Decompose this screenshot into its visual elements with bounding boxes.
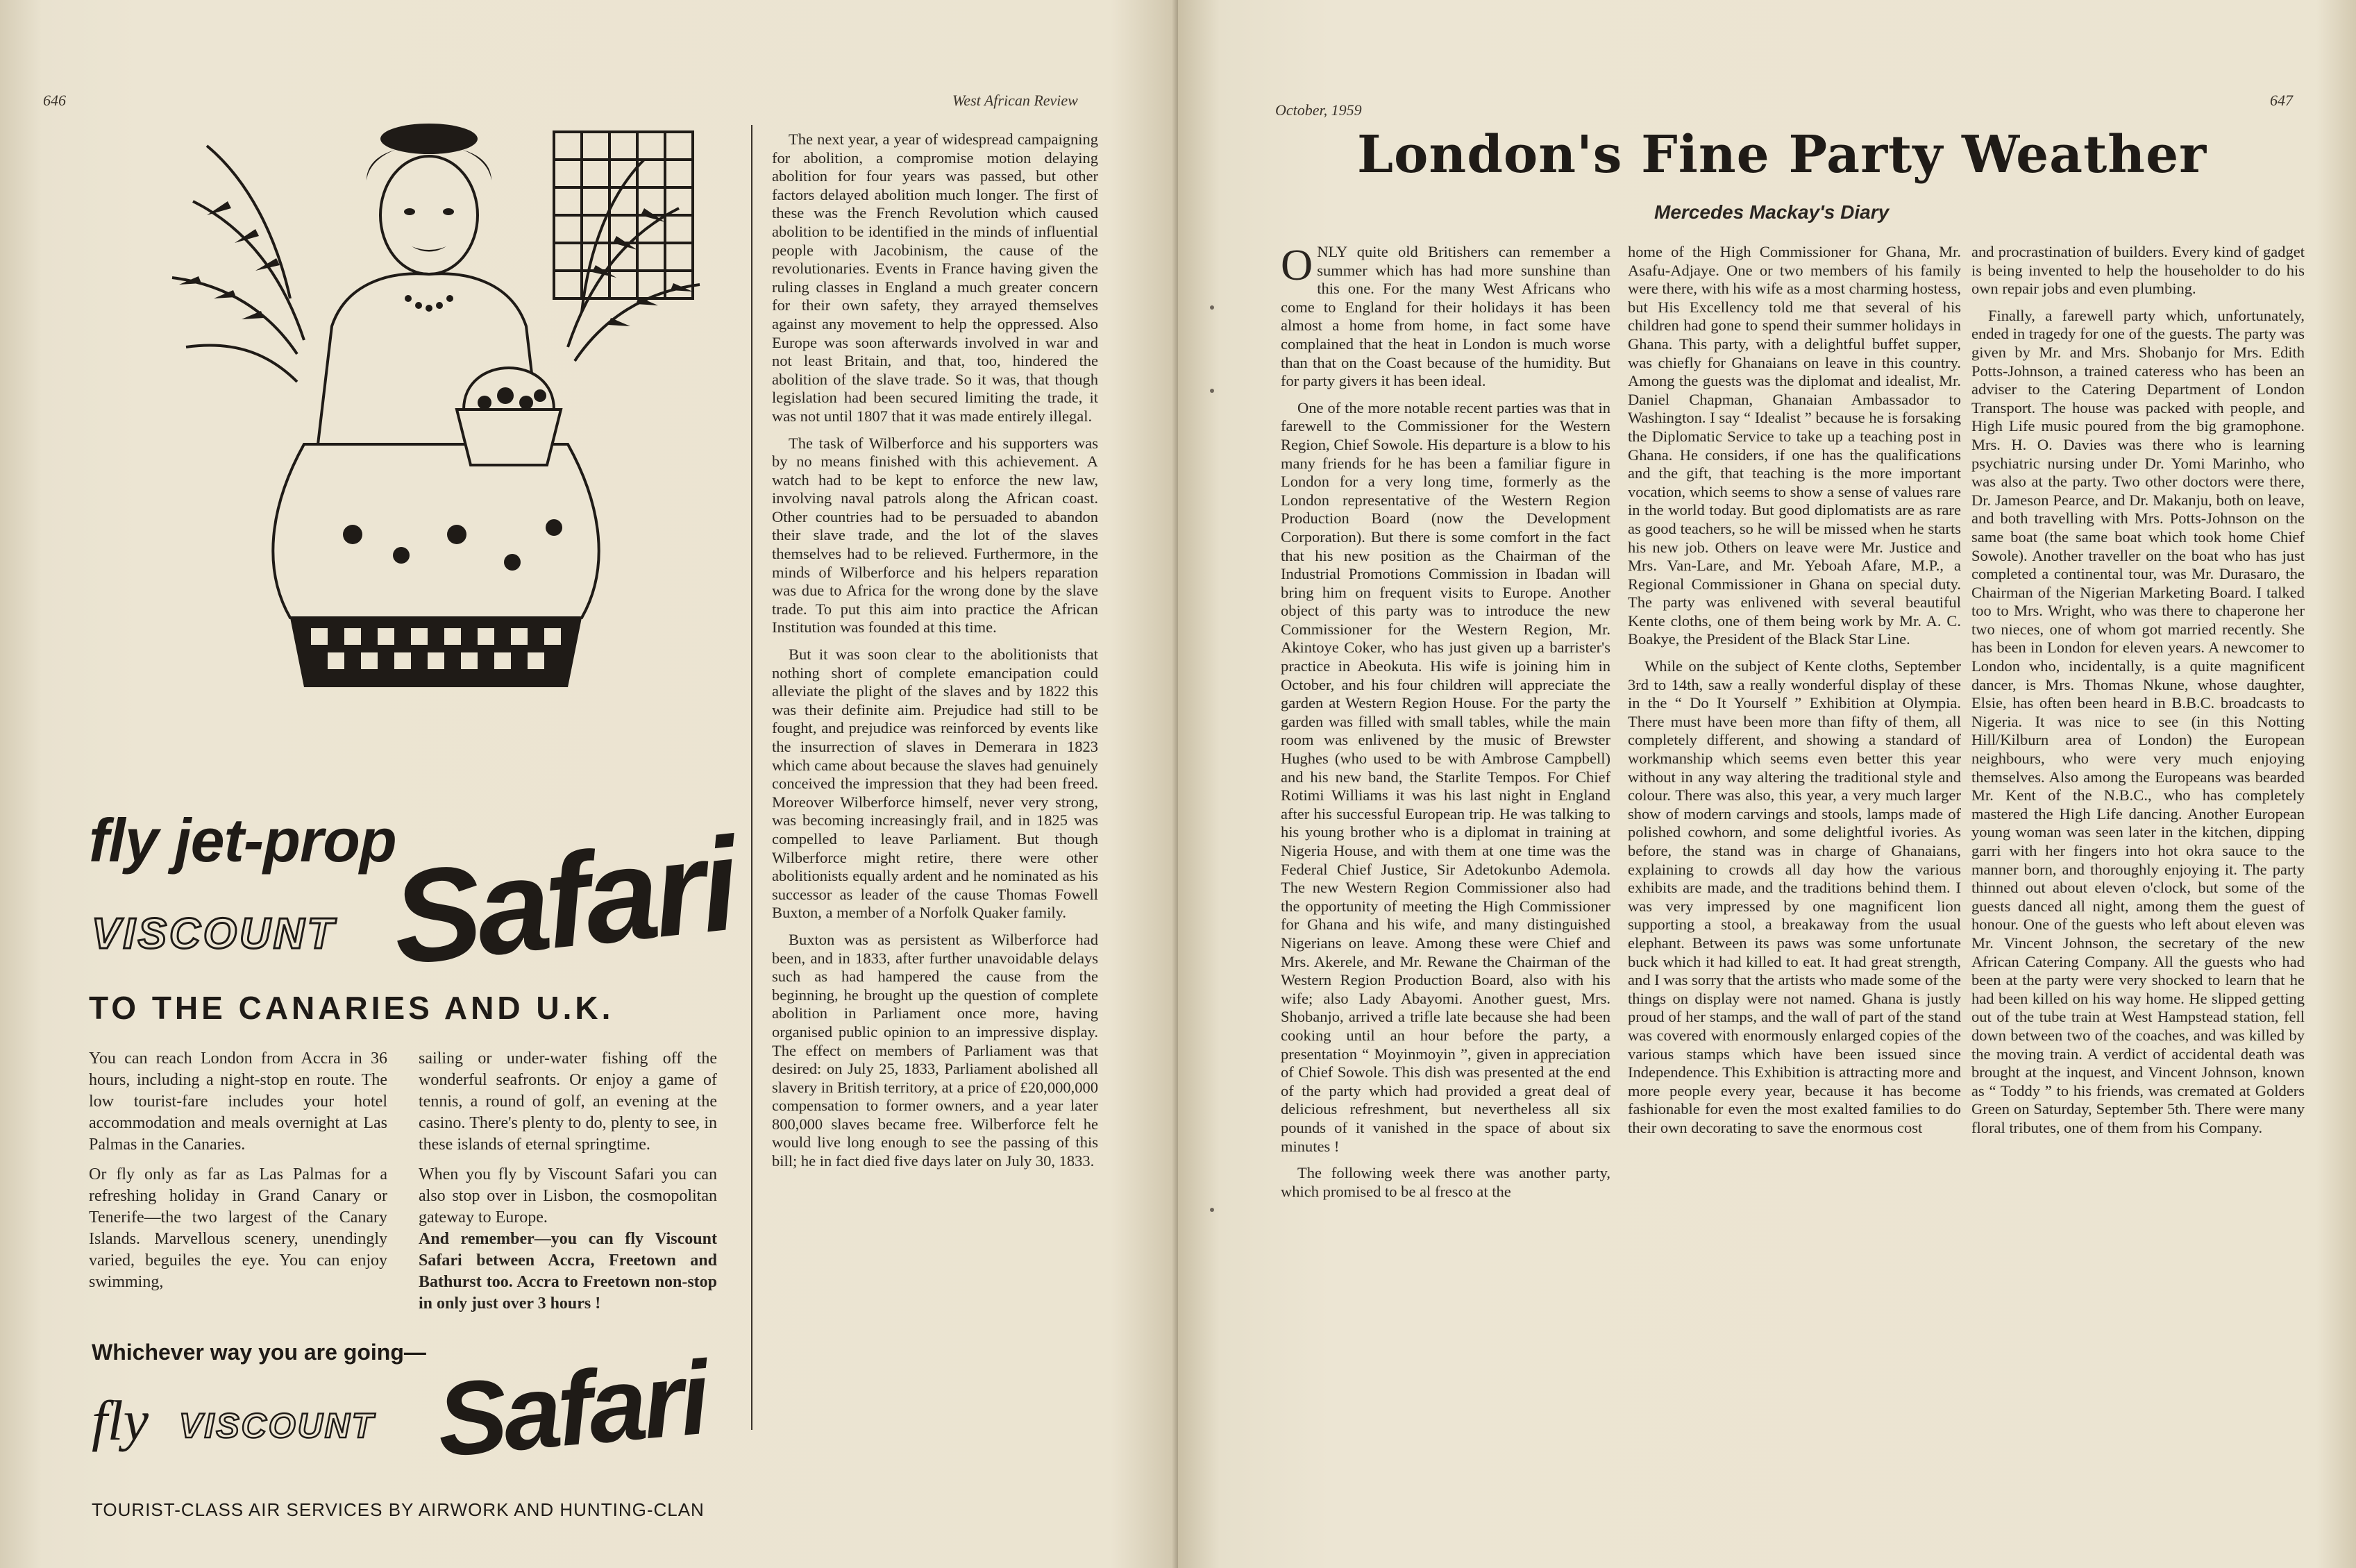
viscount-safari-advertisement: [82, 118, 741, 1520]
diary-column-1: [1281, 240, 1610, 1209]
running-head-right: October, 1959: [1275, 101, 1362, 119]
article-paragraph: home of the High Commissioner for Ghana, Mr. Asafu-Adjaye. One or two members of his family were there, with his wife as a most charming hostess, but His Excellency told me that several of his children had gone to spend their summer holidays in Ghana. This party, with a delightful buffet supper, was chiefly for Ghanaians on leave in this country. Among the guests was the diplomat and idealist, Mr. Daniel Chapman, Ghanaian Ambassador to Washington. I say “ Idealist ” because he is forsaking the Diplomatic Service to take up a teaching post in Ghana. He considers, if one has the qualifications and the gift, that teaching is the more important vocation, which seems to show a sense of values rare in the world today. But good diplomatists are as rare as good teachers, so he will be missed when he starts his new job. Others on leave were Mr. Justice and Mrs. Van-Lare, and Mr. Yeboah Afare, M.P., a Regional Commissioner in Ghana on special duty. The party was enlivened with several beautiful Kente cloths, one of them being work by Mr. A. C. Boakye, the President of the Black Star Line.: [1628, 243, 1961, 648]
drop-cap: O: [1281, 240, 1313, 289]
page-number-left: 646: [43, 92, 66, 109]
diary-column-3: [1971, 243, 2305, 1146]
ad-viscount-wordmark: VISCOUNT: [92, 910, 337, 958]
article-byline: Mercedes Mackay's Diary: [1654, 201, 1890, 223]
ad-copy-paragraph: You can reach London from Accra in 36 hours, including a night-stop en route. The low tourist-fare includes your hotel accommodation and meals overnight at Las Palmas in the Canaries.: [89, 1049, 387, 1154]
ad-copy-bold-paragraph: And remember—you can fly Viscount Safari between Accra, Freetown and Bathurst too. Accra to Freetown non-stop in only just over 3 hours !: [419, 1230, 717, 1313]
article-paragraph: The task of Wilberforce and his supporters was by no means finished with this achievement. A watch had to be kept to enforce the new law, involving naval patrols along the African coast. Other countries had to be persuaded to abandon their slave trade, and the lot of the slaves themselves had to be relieved. Furthermore, in the minds of Wilberforce and his helpers reparation was due to Africa for the wrong done by the slave trade. To put this aim into practice the African Institution was founded at this time.: [772, 434, 1098, 637]
diary-column-2: [1628, 243, 1961, 1146]
ad-copy-column-1: [89, 1048, 387, 1301]
article-title: London's Fine Party Weather: [1357, 125, 2207, 185]
article-paragraph: Buxton was as persistent as Wilberforce had been, and in 1833, after further unavoidable delays such as had hampered the cause from the beginning, he brought up the question of complete abolition in Parliament once more, having organised public opinion to an impressive display. The effect on members of Parliament was that desired: on July 25, 1833, Parliament abolished all slavery in British territory, at a price of £20,000,000 compensation to former owners, and a year later 800,000 slaves became free. Wilberforce felt he would live long enough to see the passing of this bill; he in fact died five days later on July 30, 1833.: [772, 930, 1098, 1170]
ad-viscount-wordmark-2: VISCOUNT: [179, 1406, 376, 1445]
binding-mark: [1210, 1208, 1214, 1212]
article-paragraph: One of the more notable recent parties was that in farewell to the Commissioner for the Western Region, Chief Sowole. His departure is a blow to his many friends for he has been a familiar figure in London for a very long time, formerly as the London representative of the Western Region Production Board (now the Development Corporation). But there is some comfort in the fact that his new position as the Chairman of the Industrial Promotions Commission in Ibadan will bring him on frequent visits to Europe. Another object of this party was to introduce the new Commissioner for the Western Region, Mr. Akintoye Coker, who has just given up a barrister's practice in Abeokuta. His wife is joining him in October, and his four children will appreciate the garden at Western Region House. For the party the garden was filled with small tables, while the main room was enlivened by the music of Brewster Hughes (who used to be with Ambrose Campbell) and his new band, the Starlite Tempos. For Chief Rotimi Williams it was his last night in England after his successful European trip. He was talking to his young brother who is a diplomat in training at Nigeria House, and with them at one time was the Federal Chief Justice, Sir Adetokunbo Ademola. The new Western Region Commissioner also had the opportunity of meeting the High Commissioner for Ghana and his wife, and many distinguished Nigerians on leave. Among these were Chief and Mrs. Akerele, and Mr. Rewane the Chairman of the Western Region Production Board, also with his wife; also Lady Abayomi. Another guest, Mrs. Shobanjo, arrived a trifle late because she had been cooking until an hour before the party, a presentation “ Moyinmoyin ”, given in appreciation of Chief Sowole. This dish was presented at the end of the party which had provided a great deal of delicious refreshment, but nevertheless all six pounds of it vanished in the space of about six minutes !: [1281, 398, 1610, 1155]
article-paragraph: and procrastination of builders. Every kind of gadget is being invented to help the householder to do his own repair jobs and even plumbing.: [1971, 243, 2305, 298]
paragraph-text: NLY quite old Britishers can remember a summer which has had more sunshine than this one. For the many West Africans who come to England for their holidays it has been almost a home from home, in fact some have complained that the heat in London is much worse than that on the Coast because of the humidity. But for party givers it has been ideal.: [1281, 243, 1610, 390]
ad-tagline: Whichever way you are going—: [92, 1340, 426, 1365]
page-number-right: 647: [2270, 92, 2293, 109]
article-paragraph: The next year, a year of widespread campaigning for abolition, a compromise motion delaying abolition for four years was passed, but other factors delayed abolition much longer. The first of these was the French Revolution which caused abolition to be identified in the minds of influential people with Jacobinism, the cause of the revolutionaries. Events in France having given the ruling classes in England a much greater concern for their own safety, they arrayed themselves against any movement to help the oppressed. Also Europe was soon afterwards involved in war and not least Britain, and that, too, hindered the abolition of the slave trade. So it was, that though legislation had been secured limiting the trade, it was not until 1807 that it was made entirely illegal.: [772, 130, 1098, 425]
binding-mark: [1210, 389, 1214, 393]
article-paragraph: The following week there was another party, which promised to be al fresco at the: [1281, 1164, 1610, 1200]
ad-destination-line: TO THE CANARIES AND U.K.: [89, 990, 614, 1026]
article-paragraph: [1281, 240, 1610, 391]
article-paragraph: While on the subject of Kente cloths, September 3rd to 14th, saw a really wonderful display of these in the “ Do It Yourself ” Exhibition at Olympia. There must have been more than fifty of them, all completely different, and showing a standard of workmanship which seems even better this year without in any way altering the traditional style and colour. There was also, this year, a very much larger show of modern carvings and stools, lamps made of polished cowhorn, and some delightful ivories. As before, the stand was in charge of Ghanaians, explaining to crowds all day how the various exhibits are made, and the traditions behind them. I was very impressed by one magnificent lion supporting a stool, a breakaway from the usual elephant. Between its paws was some unfortunate buck which it had killed to eat. It had great strength, and I was sorry that the artists who made some of the things on display were not named. Ghana is justly proud of her stamps, and the wall of part of the stand was covered with enormously enlarged copies of the various stamps which have been issued since Independence. This Exhibition is attracting more and more people every year, because it has become fashionable for even the most exalted families to do their own decorating to save the enormous cost: [1628, 657, 1961, 1136]
woman-with-basket-illustration: [165, 118, 707, 715]
binding-mark: [1210, 305, 1214, 310]
running-head-left: West African Review: [952, 92, 1078, 109]
column-rule: [751, 125, 752, 1430]
article-paragraph: But it was soon clear to the abolitionists that nothing short of complete emancipation could alleviate the plight of the slaves and by 1822 this was their definite aim. Prejudice had still to be fought, and prejudice was reinforced by events like the insurrection of slaves in Demerara in 1823 which came about because the slaves had genuinely conceived the impression that they had been freed. Moreover Wilberforce himself, never very strong, was becoming increasingly frail, and in 1825 was compelled to leave Parliament. But though Wilberforce might retire, there were other abolitionists equally ardent and he nominated as his successor as leader of the cause Thomas Fowell Buxton, a member of a Norfolk Quaker family.: [772, 646, 1098, 922]
ad-copy-paragraph: sailing or under-water fishing off the wonderful seafronts. Or enjoy a game of tennis, a round of golf, an evening at the casino. There's plenty to do, plenty to see, in these islands of eternal springtime.: [419, 1049, 717, 1154]
ad-copy-paragraph: Or fly only as far as Las Palmas for a refreshing holiday in Grand Canary or Tenerife—the two largest of the Canary Islands. Marvellous scenery, unendingly varied, beguiles the eye. You can enjoy swimming,: [89, 1165, 387, 1291]
ad-fly-script: fly: [92, 1389, 149, 1452]
ad-headline-fly-jet-prop: fly jet-prop: [89, 806, 396, 875]
article-paragraph: Finally, a farewell party which, unfortunately, ended in tragedy for one of the guests. The party was given by Mr. and Mrs. Shobanjo for Mrs. Edith Potts-Johnson, a trained cateress who has been an adviser to the Catering Department of London Transport. The house was packed with people, and High Life music poured from the big gramophone. Mrs. H. O. Davies was there who is learning psychiatric nursing under Dr. Yomi Marinho, who was also at the party. Two other doctors were there, Dr. Jameson Pearce, and Dr. Makanju, both on leave, and both travelling with Mrs. Potts-Johnson on the same boat (the same boat which took home Chief Sowole). Another traveller on the boat who has just completed a continental tour, was Mr. Durasaro, the Chairman of the Nigerian Marketing Board. I talked too to Mrs. Wright, who was there to chaperone her two nieces, one of whom got married recently. She has been in London for eleven years. A newcomer to London who, incidentally, is a quite magnificent dancer, is Mrs. Thomas Nkune, whose daughter, Elsie, has often been heard in B.B.C. broadcasts to Nigeria. It was nice to see (in this Notting Hill/Kilburn area of London) the European neighbours, who were very much enjoying themselves. Also among the Europeans was bearded Mr. Kent of the N.B.C., who has completely mastered the High Life dancing. Another European young woman was seen later in the kitchen, dipping garri with her fingers into hot okra sauce to the manner born, and thoroughly enjoying it. The party thinned out about eleven o'clock, but some of the guests danced all night, among them the guest of honour. One of the guests who left about eleven was Mr. Vincent Johnson, the secretary of the new African Catering Company. All the guests who had been at the party were very shocked to learn that he had been killed on his way home. He slipped getting out of the tube train at West Hampstead station, fell down between two of the coaches, and was killed by the moving train. A verdict of accidental death was brought at the inquest, and Vincent Johnson, known as “ Toddy ” to his friends, was cremated at Golders Green on Saturday, September 5th. There were many floral tributes, one of them from his Company.: [1971, 306, 2305, 1136]
ad-footer-line: TOURIST-CLASS AIR SERVICES BY AIRWORK AND HUNTING-CLAN: [92, 1499, 705, 1520]
abolition-article-column: [772, 130, 1098, 1179]
ad-safari-wordmark-2: Safari: [432, 1338, 711, 1479]
ad-copy-paragraph: When you fly by Viscount Safari you can also stop over in Lisbon, the cosmopolitan gateway to Europe.: [419, 1165, 717, 1226]
ad-safari-wordmark: Safari: [385, 810, 741, 993]
ad-copy-column-2: [419, 1048, 717, 1323]
